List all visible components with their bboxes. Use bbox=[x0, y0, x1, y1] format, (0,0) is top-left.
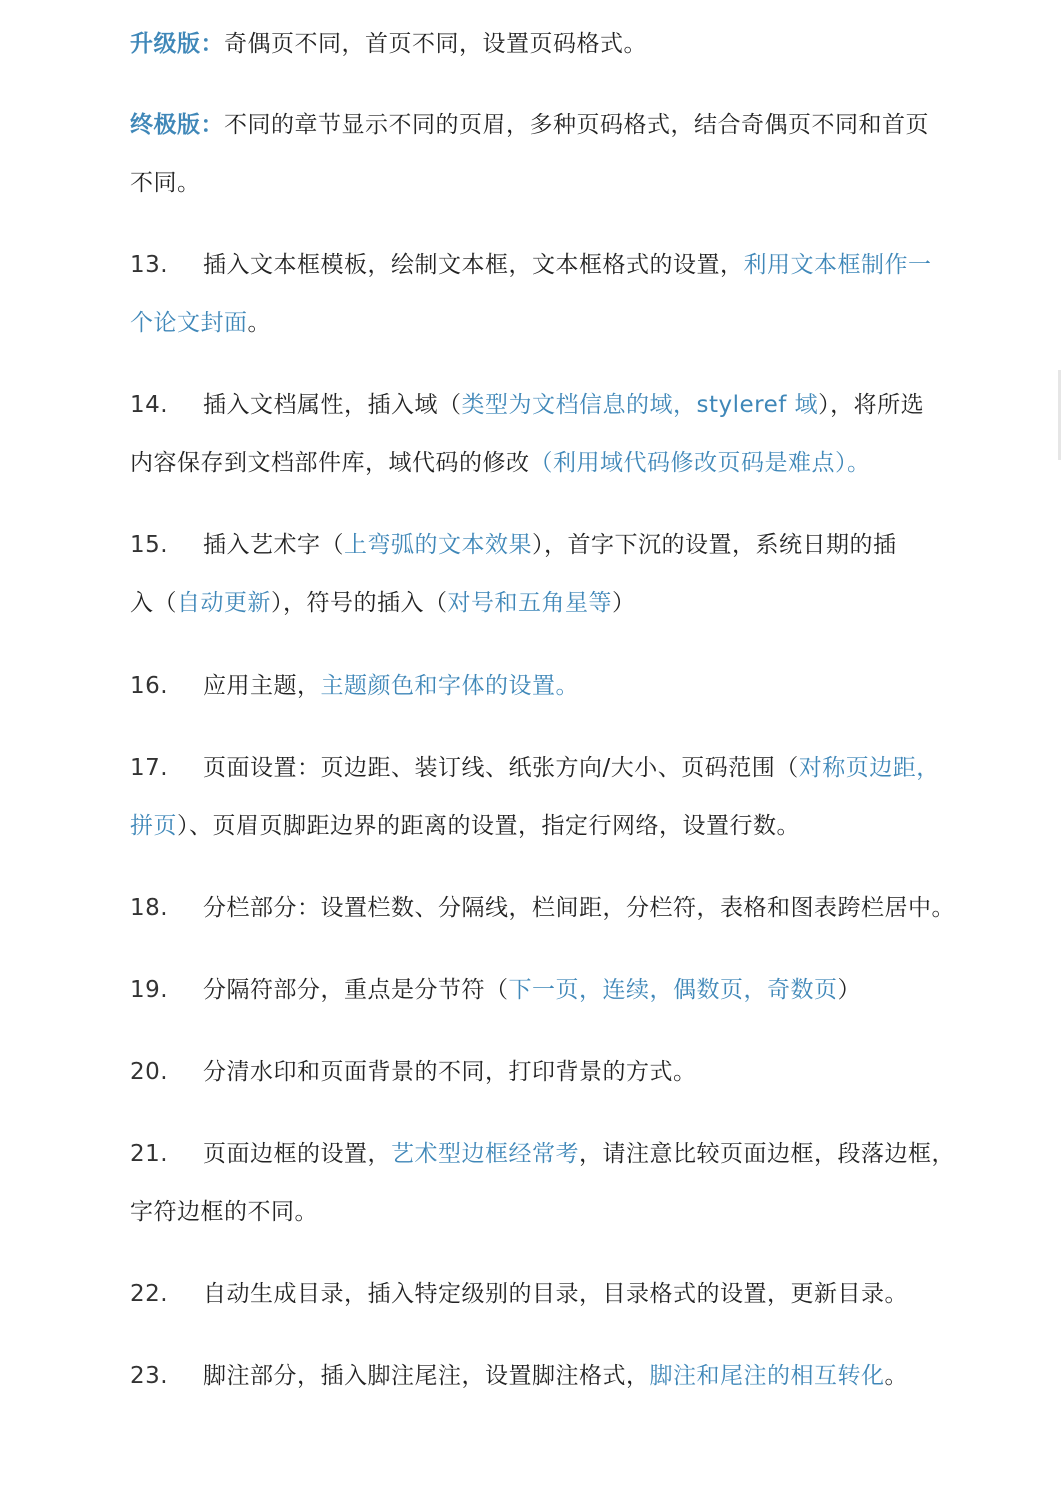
item-text: ） bbox=[612, 590, 636, 616]
item-number: 19. bbox=[130, 977, 169, 1003]
item-highlight: 个论文封面 bbox=[130, 310, 248, 336]
item-highlight: （利用域代码修改页码是难点）。 bbox=[529, 450, 871, 476]
item-text: 分栏部分：设置栏数、分隔线，栏间距，分栏符，表格和图表跨栏居中。 bbox=[203, 895, 955, 921]
item-highlight: 脚注和尾注的相互转化 bbox=[649, 1363, 885, 1389]
item-number: 16. bbox=[130, 673, 169, 699]
list-item-13 bbox=[130, 236, 932, 352]
ultimate-label: 终极版： bbox=[130, 112, 224, 138]
item-text: 页面设置：页边距、装订线、纸张方向/大小、页码范围（ bbox=[203, 755, 799, 781]
item-text: 插入艺术字（ bbox=[203, 532, 344, 558]
item-text: 。 bbox=[247, 310, 271, 336]
item-text: 分隔符部分，重点是分节符（ bbox=[203, 977, 509, 1003]
item-highlight: 上弯弧的文本效果 bbox=[344, 532, 532, 558]
item-highlight: 利用文本框制作一 bbox=[743, 252, 932, 278]
item-text: ）、页眉页脚距边界的距离的设置，指定行网络，设置行数。 bbox=[177, 813, 800, 839]
ultimate-paragraph bbox=[130, 96, 929, 212]
item-text: 页面边框的设置， bbox=[203, 1141, 391, 1167]
item-highlight: 拼页 bbox=[130, 813, 177, 839]
list-item-22 bbox=[130, 1265, 908, 1323]
item-highlight: 对号和五角星等 bbox=[447, 590, 612, 616]
list-item-19 bbox=[130, 961, 861, 1019]
item-text: 字符边框的不同。 bbox=[130, 1199, 318, 1225]
ultimate-text-line2: 不同。 bbox=[130, 170, 201, 196]
item-highlight: 艺术型边框经常考 bbox=[391, 1141, 579, 1167]
item-text: 脚注部分，插入脚注尾注，设置脚注格式， bbox=[203, 1363, 650, 1389]
item-highlight: 主题颜色和字体的设置。 bbox=[320, 673, 579, 699]
item-text: 入（ bbox=[130, 590, 177, 616]
list-item-14 bbox=[130, 376, 924, 492]
list-item-20 bbox=[130, 1043, 697, 1101]
item-number: 14. bbox=[130, 392, 169, 418]
item-highlight: 自动更新 bbox=[177, 590, 271, 616]
item-number: 21. bbox=[130, 1141, 169, 1167]
item-number: 13. bbox=[130, 252, 169, 278]
upgrade-paragraph bbox=[130, 15, 647, 73]
item-highlight: 类型为文档信息的域，styleref 域 bbox=[461, 392, 819, 418]
item-text: ） bbox=[837, 977, 861, 1003]
item-number: 15. bbox=[130, 532, 169, 558]
item-text: 分清水印和页面背景的不同，打印背景的方式。 bbox=[203, 1059, 697, 1085]
item-text: ），符号的插入（ bbox=[271, 590, 448, 616]
item-text: 插入文档属性，插入域（ bbox=[203, 392, 462, 418]
item-text: ），首字下沉的设置，系统日期的插 bbox=[532, 532, 897, 558]
item-highlight: 下一页，连续，偶数页，奇数页 bbox=[508, 977, 838, 1003]
list-item-23 bbox=[130, 1347, 908, 1405]
list-item-17 bbox=[130, 739, 940, 855]
item-number: 22. bbox=[130, 1281, 169, 1307]
item-number: 18. bbox=[130, 895, 169, 921]
item-text: 插入文本框模板，绘制文本框，文本框格式的设置， bbox=[203, 252, 744, 278]
list-item-18 bbox=[130, 879, 955, 937]
item-text: 自动生成目录，插入特定级别的目录，目录格式的设置，更新目录。 bbox=[203, 1281, 908, 1307]
list-item-21 bbox=[130, 1125, 955, 1241]
item-text: 。 bbox=[884, 1363, 908, 1389]
ultimate-text-line1: 不同的章节显示不同的页眉，多种页码格式，结合奇偶页不同和首页 bbox=[224, 112, 929, 138]
item-number: 17. bbox=[130, 755, 169, 781]
item-text: ，请注意比较页面边框，段落边框， bbox=[579, 1141, 955, 1167]
list-item-16 bbox=[130, 657, 579, 715]
item-highlight: 对称页边距， bbox=[798, 755, 940, 781]
upgrade-label: 升级版： bbox=[130, 31, 224, 57]
item-text: 内容保存到文档部件库，域代码的修改 bbox=[130, 450, 530, 476]
item-number: 20. bbox=[130, 1059, 169, 1085]
item-text: 应用主题， bbox=[203, 673, 321, 699]
item-text: ），将所选 bbox=[818, 392, 925, 418]
item-number: 23. bbox=[130, 1363, 169, 1389]
list-item-15 bbox=[130, 516, 897, 632]
upgrade-text: 奇偶页不同，首页不同，设置页码格式。 bbox=[224, 31, 647, 57]
